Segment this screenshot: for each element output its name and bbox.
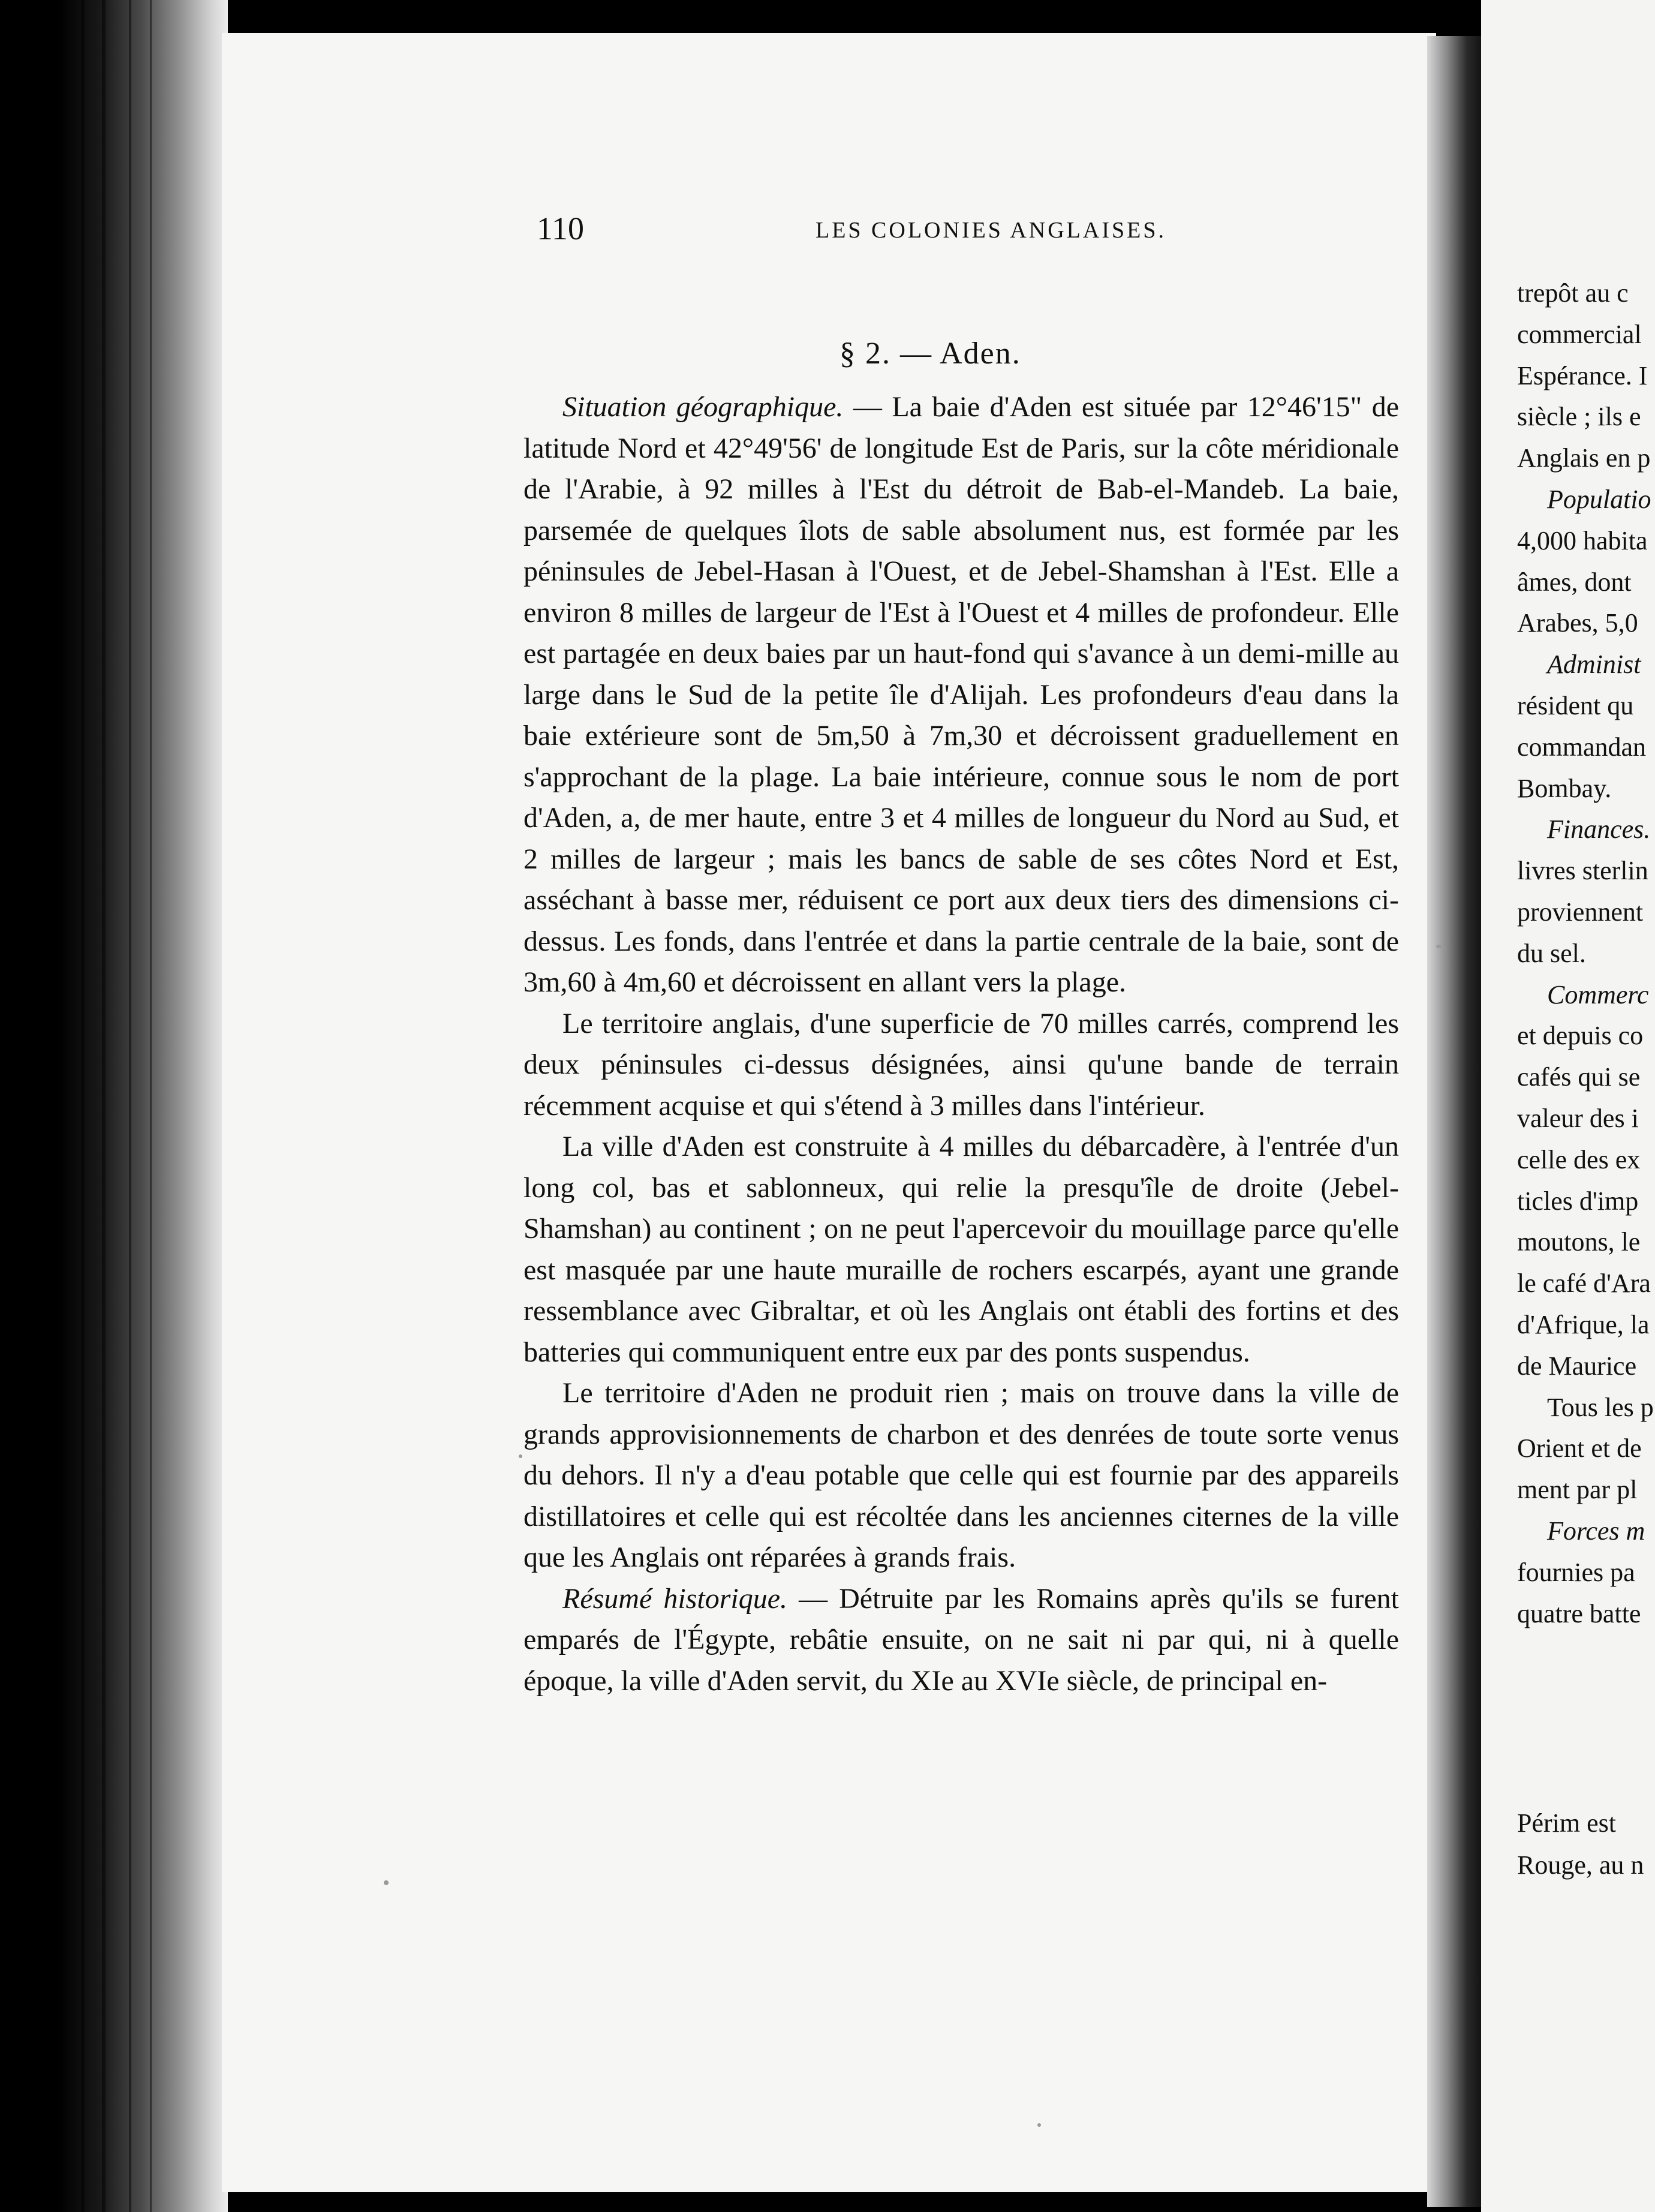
facing-page-line: Forces m [1547,1516,1645,1546]
facing-page-line: celle des ex [1517,1144,1641,1174]
facing-page-line: commandan [1517,732,1647,762]
facing-page-line: livres sterlin [1517,856,1648,886]
facing-page-line: Tous les p [1547,1392,1654,1422]
facing-page-line: le café d'Ara [1517,1269,1651,1299]
facing-page-line: commercial [1517,319,1642,349]
facing-page-line: valeur des i [1517,1103,1639,1133]
facing-page-line: d'Afrique, la [1517,1309,1650,1339]
facing-page-text [1517,273,1655,1634]
facing-page-line: quatre batte [1517,1598,1641,1628]
binding-stripe [60,0,64,2212]
facing-page-line: ticles d'imp [1517,1186,1639,1216]
paragraph-ville: La ville d'Aden est construite à 4 milles du débarcadère, à l'entrée d'un long col, bas et sablonneux, qui relie la presqu'île de droite (Jebel-Shamshan) au continent ; on ne peut l'apercevoir du mouillage parce qu'elle est masquée par une haute muraille de rochers escarpés, ayant une grande ressemblance avec Gibraltar, et où les Anglais ont établi des fortins et des batteries qui communiquent entre eux par des ponts suspendus. [523,1131,1399,1368]
facing-page-line: moutons, le [1517,1227,1641,1257]
page-speck [519,1454,522,1458]
page-speck [1037,2123,1041,2127]
facing-page-line: de Maurice [1517,1351,1637,1381]
paragraph-label: Résumé historique. [562,1582,788,1615]
binding-stripe [150,0,152,2212]
facing-page-line: 4,000 habita [1517,525,1648,555]
facing-page-line: et depuis co [1517,1021,1644,1051]
facing-page-line: Anglais en p [1517,443,1651,473]
binding-stripe [81,0,85,2212]
facing-page-line: Orient et de [1517,1433,1642,1463]
facing-page-line: du sel. [1517,938,1586,968]
facing-page-line: Populatio [1547,484,1651,514]
facing-page-line: fournies pa [1517,1557,1635,1587]
binding-stripe [102,0,106,2212]
facing-page-line: siècle ; ils e [1517,402,1641,432]
paragraph-label: Situation géographique. [562,391,844,423]
page-number: 110 [537,211,584,247]
binding-stripe [129,0,131,2212]
paragraph-text: — La baie d'Aden est située par 12°46'15" de latitude Nord et 42°49'56' de longitude Est de Paris, sur la côte méridionale de l'Arabie, à 92 milles à l'Est du détroit de Bab-el-Mandeb. La baie, parsemée de quelques îlots de sable absolument nus, est formée par les péninsules de Jebel-Hasan à l'Ouest, et de Jebel-Shamshan à l'Est. Elle a environ 8 milles de largeur de l'Est à l'Ouest et 4 milles de profondeur. Elle est partagée en deux baies par un haut-fond qui s'avance à un demi-mille au large dans le Sud de la petite île d'Alijah. Les profondeurs d'eau dans la baie extérieure sont de 5m,50 à 7m,30 et décroissent graduellement en s'approchant de la plage. La baie intérieure, connue sous le nom de port d'Aden, a, de mer haute, entre 3 et 4 milles de longueur du Nord au Sud, et 2 milles de largeur ; mais les bancs de sable de ses côtes Nord et Est, asséchant à basse mer, réduisent ce port aux deux tiers des dimensions ci-dessus. Les fonds, dans l'entrée et dans la partie centrale de la baie, sont de 3m,60 à 4m,60 et décroissent en allant vers la plage. [523,391,1399,998]
page-speck [1436,945,1442,948]
paragraph-situation [523,387,1399,1003]
facing-page-line: cafés qui se [1517,1062,1641,1092]
facing-page-line: résident qu [1517,690,1634,720]
facing-page-line: Bombay. [1517,773,1612,803]
paragraph-text: — Détruite par les Romains après qu'ils se furent emparés de l'Égypte, rebâtie ensuite, on ne sait ni par qui, ni à quelle époque, la ville d'Aden servit, du XIe au XVIe siècle, de principal en- [523,1582,1399,1697]
running-title: LES COLONIES ANGLAISES. [816,218,1166,243]
facing-page-line: Commerc [1547,979,1649,1009]
section-heading: § 2. — Aden. [839,336,1021,371]
facing-page-line: Rouge, au n [1517,1850,1644,1880]
paragraph-ressources: Le territoire d'Aden ne produit rien ; mais on trouve dans la ville de grands approvisionnements de charbon et des denrées de toute sorte venus du dehors. Il n'y a d'eau potable que celle qui est fournie par des appareils distillatoires et celle qui est récoltée dans les anciennes citernes de la ville que les Anglais ont réparées à grands frais. [523,1377,1399,1573]
paragraph-territoire: Le territoire anglais, d'une superficie de 70 milles carrés, comprend les deux péninsules ci-dessus désignées, ainsi qu'une bande de terrain récemment acquise et qui s'étend à 3 milles dans l'intérieur. [523,1007,1399,1122]
facing-page-line: trepôt au c [1517,278,1629,308]
page-speck [384,1880,389,1885]
facing-page-line: Espérance. I [1517,360,1648,390]
facing-page-line: ment par pl [1517,1475,1638,1505]
facing-page-line: âmes, dont [1517,567,1632,597]
facing-page-line: proviennent [1517,897,1644,927]
body-text [523,387,1399,1702]
facing-page-line: Administ [1547,650,1641,680]
book-binding-edge [0,0,228,2212]
facing-page-line: Finances. [1547,815,1651,844]
facing-page-text-bottom [1517,1802,1655,1886]
facing-page-line: Périm est [1517,1808,1616,1838]
paragraph-historique [523,1579,1399,1702]
facing-page-line: Arabes, 5,0 [1517,608,1638,638]
